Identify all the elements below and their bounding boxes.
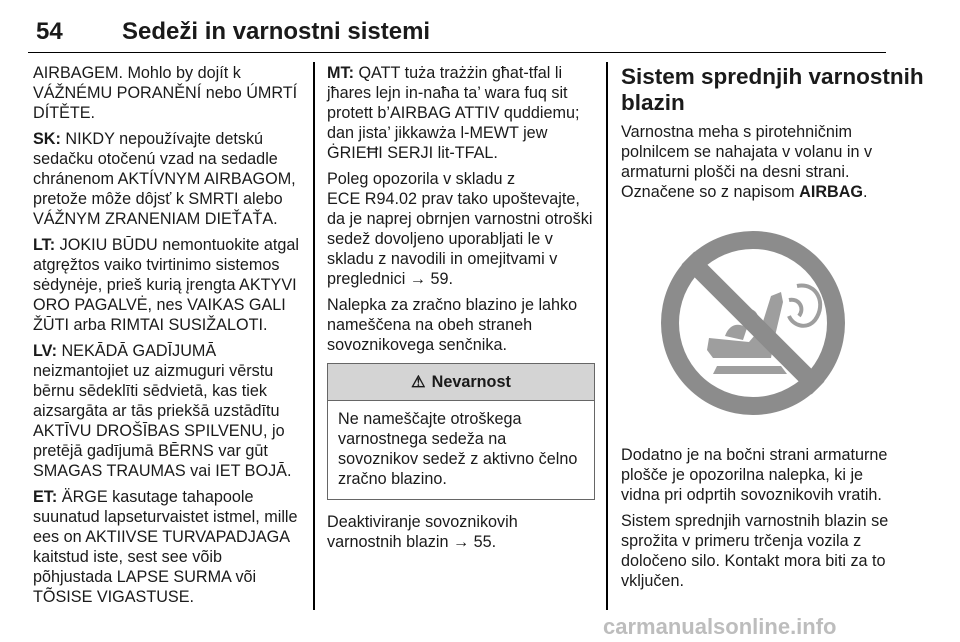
- paragraph-deployment: Sistem sprednjih varnostnih blazin se sprožita v primeru trčenja vozila z določeno silo. Kontakt mora biti za to vključen.: [621, 512, 889, 590]
- no-rear-facing-child-seat-sign: [621, 218, 885, 428]
- lang-label: SK:: [33, 130, 61, 148]
- warning-box: [327, 363, 595, 500]
- page-header: [28, 0, 886, 53]
- paragraph-lv: LV: NEKĀDĀ GADĪJUMĀ neizmantojiet uz aizmuguri vērstu bērnu sēdeklīti sēdvietā, kas tiek aizsargāta ar tās priekšā uzstādītu AKTĪVU DROŠĪBAS SPILVENU, jo pretējā gadījumā BĒRNS var gūt SMAGAS TRAUMAS vai IET BOJĀ.: [33, 342, 292, 480]
- page-title: Sedeži in varnostni sistemi: [122, 18, 431, 45]
- lang-label: MT:: [327, 64, 354, 82]
- column-divider: [606, 62, 608, 610]
- warning-header: [328, 364, 594, 401]
- lang-label: ET:: [33, 488, 58, 506]
- warning-body: Ne nameščajte otroškega varnostnega sedeža na sovoznikov sedež z aktivno čelno zračno blazino.: [338, 410, 578, 488]
- paragraph-airbag-location: Varnostna meha s pirotehničnim polnilcem se nahajata v volanu in v armaturni plošči na desni strani. Označene so z napisom AIRBAG.: [621, 123, 873, 201]
- lang-label: LT:: [33, 236, 56, 254]
- warning-title: Nevarnost: [431, 373, 511, 391]
- page-number: 54: [36, 18, 63, 45]
- column-1: [33, 63, 305, 613]
- lang-label: LV:: [33, 342, 57, 360]
- paragraph-lt: LT: JOKIU BŪDU nemontuokite atgal atgręžtos vaiko tvirtinimo sistemos sėdynėje, prieš kurią įrengta AKTYVI ORO PAGALVĖ, nes VAIKAS GALI ŽŪTI arba RIMTAI SUSIŽALOTI.: [33, 236, 299, 334]
- paragraph-label-note: Nalepka za zračno blazino je lahko nameščena na obeh straneh sovoznikovega senčnika.: [327, 296, 578, 354]
- airbag-label: AIRBAG: [799, 183, 864, 201]
- paragraph-cs: AIRBAGEM. Mohlo by dojít k VÁŽNÉMU PORANĚNÍ nebo ÚMRTÍ DÍTĚTE.: [33, 64, 298, 122]
- column-divider: [313, 62, 315, 610]
- column-3: [621, 63, 924, 597]
- paragraph-et: ET: ÄRGE kasutage tahapoole suunatud lapseturvaistet istmel, mille ees on AKTIIVSE TURVAPADJAGA kaitstud iste, sest see võib põhjustada LAPSE SURMA või TÕSISE VIGASTUSE.: [33, 488, 298, 606]
- paragraph-ece-note: Poleg opozorila v skladu z ECE R94.02 prav tako upoštevajte, da je naprej obrnjen varnostni otroški sedež dovoljeno uporabljati le v skladu z navodili in omejitvami v preglednici → 59.: [327, 170, 593, 288]
- watermark-text: carmanualsonline.info: [603, 614, 837, 639]
- section-title: Sistem sprednjih varnostnih blazin: [621, 64, 924, 115]
- column-2: [327, 63, 595, 558]
- paragraph-mt: MT: QATT tuża trażżin għat-tfal li jħares lejn in-naħa ta’ wara fuq sit protett b’AIRBAG ATTIV quddiemu; dan jista’ jikkawża l-MEWT jew ĠRIEĦI SERJI lit-TFAL.: [327, 64, 580, 162]
- paragraph-deactivation: Deaktiviranje sovoznikovih varnostnih blazin → 55.: [327, 513, 518, 551]
- paragraph-sk: SK: NIKDY nepoužívajte detskú sedačku otočenú vzad na sedadle chránenom AKTÍVNYM AIRBAGOM, pretože môže dôjsť k SMRTI alebo VÁŽNYM ZRANENIAM DIEŤAŤA.: [33, 130, 296, 228]
- paragraph-warning-label: Dodatno je na bočni strani armaturne plošče je opozorilna nalepka, ki je vidna pri odprtih sovoznikovih vratih.: [621, 446, 888, 504]
- warning-triangle-icon: ⚠: [411, 373, 426, 391]
